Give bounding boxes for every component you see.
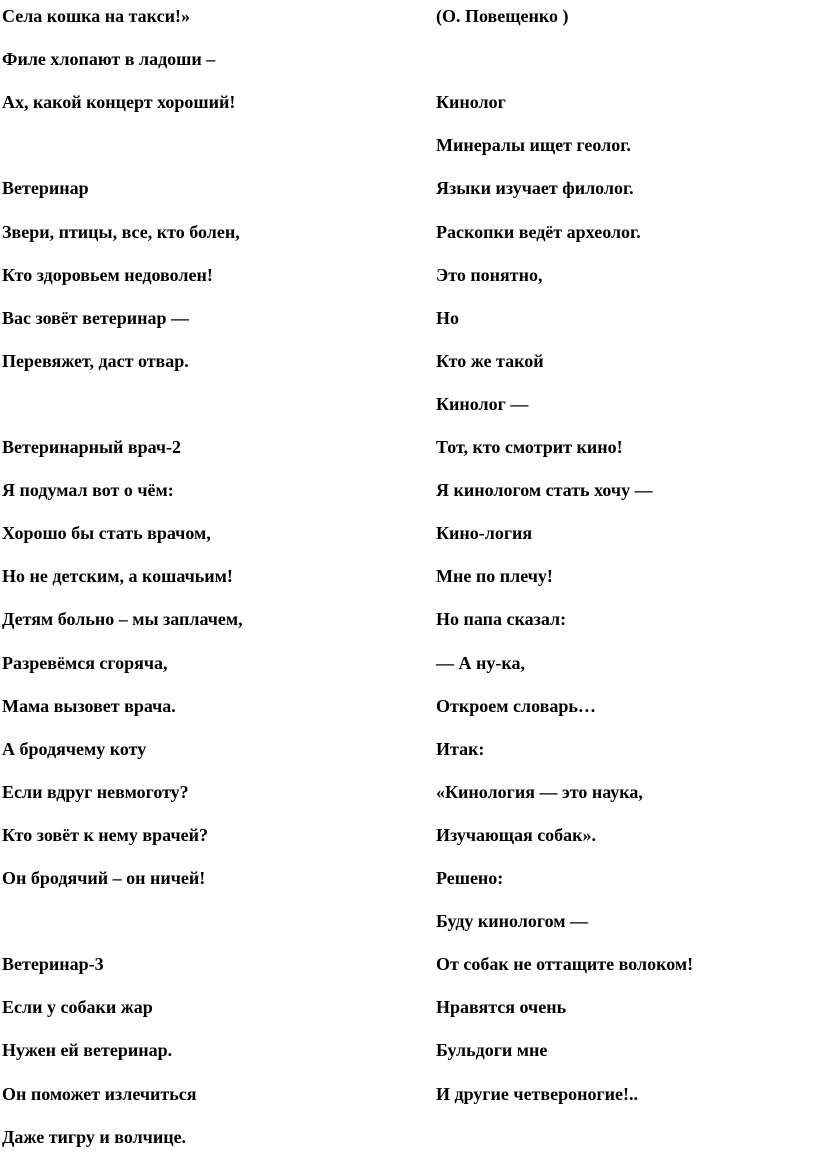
poem-line: Ветеринар-3	[2, 954, 104, 975]
poem-line: Он бродячий – он ничей!	[2, 868, 206, 888]
poem-line: Ветеринар	[2, 178, 89, 199]
poem-line: Это понятно,	[436, 264, 543, 285]
poem-line: Филе хлопают в ладоши –	[2, 49, 216, 70]
poem-line: Нравятся очень	[436, 997, 567, 1018]
poem-line: — А ну-ка,	[436, 652, 525, 673]
poem-line: Если у собаки жар	[2, 997, 153, 1018]
poem-line: А бродячему коту	[2, 738, 147, 759]
poem-line: Если вдруг невмоготу?	[2, 781, 189, 802]
poem-line: От собак не оттащите волоком!	[436, 954, 694, 975]
poem-line: Кто зовёт к нему врачей?	[2, 824, 208, 845]
poem-line: «Кинология — это наука,	[436, 781, 643, 802]
poem-line: Вас зовёт ветеринар —	[2, 307, 190, 328]
poem-line: Тот, кто смотрит кино!	[436, 437, 623, 457]
poem-line: И другие четвероногие!..	[436, 1083, 639, 1104]
poem-line: Ах, какой концерт хороший!	[2, 92, 236, 113]
poem-line: Звери, птицы, все, кто болен,	[2, 221, 240, 242]
poem-line: Кто здоровьем недоволен!	[2, 264, 213, 285]
poem-line: Разревёмся сгоряча,	[2, 652, 168, 673]
poem-line: Кто же такой	[436, 350, 544, 371]
poem-line: Он поможет излечиться	[2, 1083, 197, 1104]
poem-line: Бульдоги мне	[436, 1040, 548, 1061]
poem-line: Но не детским, а кошачьим!	[2, 566, 233, 587]
poem-line: Но	[436, 307, 460, 328]
poem-line: Хорошо бы стать врачом,	[2, 523, 211, 544]
poem-line: Даже тигру и волчице.	[2, 1126, 187, 1147]
poem-line: Перевяжет, даст отвар.	[2, 350, 189, 371]
poem-line: Кинолог —	[436, 393, 529, 414]
poem-line: Кинолог	[436, 92, 506, 113]
poem-line: Минералы ищет геолог.	[436, 135, 631, 156]
poem-line: Языки изучает филолог.	[436, 178, 634, 199]
poem-line: Откроем словарь…	[436, 695, 596, 716]
poem-line: Нужен ей ветеринар.	[2, 1040, 173, 1061]
poem-line: Раскопки ведёт археолог.	[436, 221, 641, 242]
poem-line: Буду кинологом —	[436, 911, 589, 932]
poem-line: Я подумал вот о чём:	[2, 480, 174, 501]
poem-line: Я кинологом стать хочу —	[436, 480, 653, 501]
poem-line: Мама вызовет врача.	[2, 695, 176, 716]
poem-line: Кино-логия	[436, 523, 533, 544]
poem-line: Итак:	[436, 738, 485, 759]
poem-line: Детям больно – мы заплачем,	[2, 609, 243, 630]
poem-line: Села кошка на такси!»	[2, 6, 190, 26]
poem-line: Решено:	[436, 868, 504, 888]
poem-line: Изучающая собак».	[436, 824, 597, 845]
poem-line: Мне по плечу!	[436, 566, 553, 587]
poem-line: (О. Повещенко )	[436, 6, 569, 26]
poem-line: Ветеринарный врач-2	[2, 437, 182, 457]
poem-line: Но папа сказал:	[436, 609, 567, 630]
